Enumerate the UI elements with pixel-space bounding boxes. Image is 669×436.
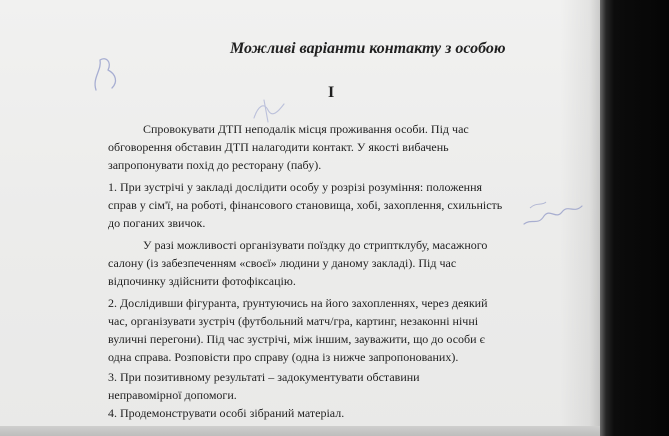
text-line: 2. Дослідивши фігуранта, ґрунтуючись на його захопленнях, через деякий <box>108 296 488 310</box>
section-number: I <box>328 84 335 101</box>
text-line: обговорення обставин ДТП налагодити контакт. У якості вибачень <box>108 140 449 154</box>
text-line: справ у сім'ї, на роботі, фінансового становища, хобі, захоплення, схильність <box>108 198 503 212</box>
text-line: 4. Продемонструвати особі зібраний матеріал. <box>108 406 345 420</box>
scanner-black-border <box>600 0 669 436</box>
text-line: запропонувати похід до ресторану (пабу). <box>108 158 322 172</box>
text-line: Спровокувати ДТП неподалік місця проживання особи. Під час <box>143 122 469 136</box>
handwriting-margin-note <box>520 196 590 232</box>
text-line: одна справа. Розповісти про справу (одна із нижче запропонованих). <box>108 350 459 364</box>
text-line: неправомірної допомоги. <box>108 388 237 402</box>
text-line: до поганих звичок. <box>108 216 206 230</box>
text-line: відпочинку здійснити фотофіксацію. <box>108 274 296 288</box>
text-line: У разі можливості організувати поїздку до стриптклубу, масажного <box>143 238 488 252</box>
scanner-bottom-edge <box>0 426 600 436</box>
text-line: 1. При зустрічі у закладі дослідити особу у розрізі розуміння: положення <box>108 180 483 194</box>
document-title: Можливі варіанти контакту з особою <box>230 40 506 57</box>
text-line: час, організувати зустріч (футбольний матч/гра, картинг, незаконні нічні <box>108 314 479 328</box>
text-line: 3. При позитивному результаті – задокументувати обставини <box>108 370 420 384</box>
text-line: салону (із забезпеченням «своєї» людини у даному закладі). Під час <box>108 256 457 270</box>
text-line: вуличні перегони). Під час зустрічі, між іншим, зауважити, що до особи є <box>108 332 485 346</box>
handwriting-scribble-left <box>88 48 128 98</box>
